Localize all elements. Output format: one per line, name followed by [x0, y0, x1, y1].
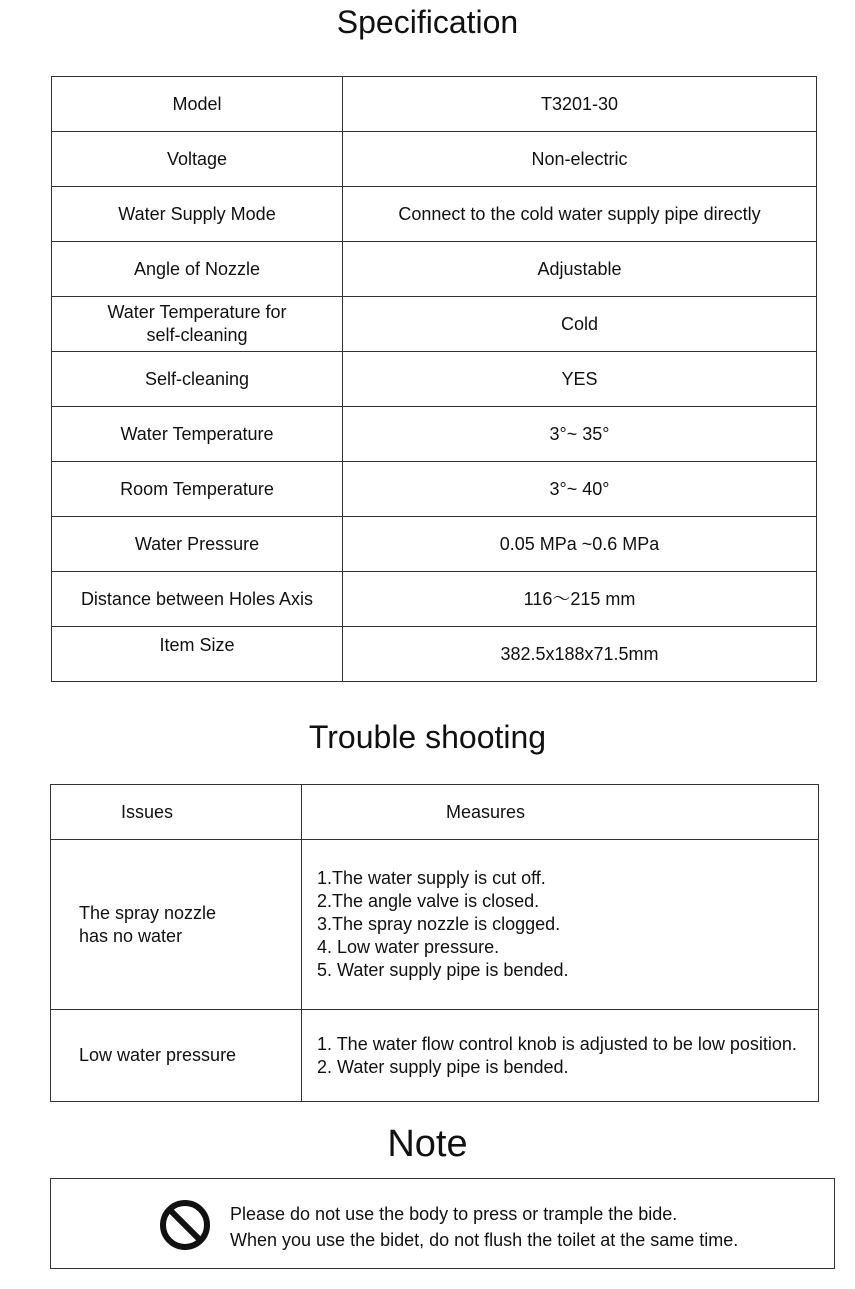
- spec-value: 382.5x188x71.5mm: [343, 627, 817, 682]
- measure-item: 1. The water flow control knob is adjusted to be low position.: [317, 1033, 797, 1054]
- issue-cell: [51, 840, 302, 1010]
- spec-row-model: [52, 77, 817, 132]
- spec-row-water-temperature: [52, 407, 817, 462]
- issue-line: Low water pressure: [79, 1045, 237, 1065]
- measure-item: 4. Low water pressure.: [317, 937, 500, 957]
- spec-row-holes-distance: [52, 572, 817, 627]
- spec-row-self-cleaning-temp: [52, 297, 817, 352]
- issues-header: Issues: [51, 785, 302, 840]
- spec-key: Water Pressure: [52, 517, 343, 572]
- spec-row-room-temperature: [52, 462, 817, 517]
- spec-key: Water Temperature: [52, 407, 343, 462]
- measure-item: 5. Water supply pipe is bended.: [317, 960, 569, 980]
- note-box: [50, 1178, 835, 1269]
- spec-key: Item Size: [52, 627, 343, 682]
- spec-key: Distance between Holes Axis: [52, 572, 343, 627]
- troubleshooting-header-row: [51, 785, 819, 840]
- spec-value: YES: [343, 352, 817, 407]
- spec-row-item-size: [52, 627, 817, 682]
- measure-item: 2. Water supply pipe is bended.: [317, 1056, 569, 1077]
- spec-value: Connect to the cold water supply pipe directly: [343, 187, 817, 242]
- spec-key-line: Water Temperature for: [107, 302, 287, 322]
- measures-cell: [302, 1010, 819, 1102]
- spec-key: Self-cleaning: [52, 352, 343, 407]
- note-line: Please do not use the body to press or trample the bide.: [230, 1204, 678, 1224]
- measure-item: 1.The water supply is cut off.: [317, 868, 546, 888]
- spec-value: Adjustable: [343, 242, 817, 297]
- spec-value: 3°~ 40°: [343, 462, 817, 517]
- spec-value: 3°~ 35°: [343, 407, 817, 462]
- spec-row-water-pressure: [52, 517, 817, 572]
- measure-item: 3.The spray nozzle is clogged.: [317, 914, 561, 934]
- spec-value: Cold: [343, 297, 817, 352]
- table-row: [51, 840, 819, 1010]
- measures-cell: [302, 840, 819, 1010]
- spec-key: [52, 297, 343, 352]
- spec-key-line: self-cleaning: [146, 325, 248, 345]
- prohibited-icon: [159, 1199, 211, 1251]
- spec-row-angle-of-nozzle: [52, 242, 817, 297]
- spec-row-self-cleaning: [52, 352, 817, 407]
- spec-row-water-supply-mode: [52, 187, 817, 242]
- note-text: [230, 1201, 738, 1253]
- spec-key: Water Supply Mode: [52, 187, 343, 242]
- spec-value: 116～215 mm: [343, 572, 817, 627]
- issue-cell: [51, 1010, 302, 1102]
- spec-row-voltage: [52, 132, 817, 187]
- troubleshooting-table: [50, 784, 819, 1102]
- note-title: Note: [387, 1123, 468, 1165]
- note-line: When you use the bidet, do not flush the toilet at the same time.: [230, 1230, 739, 1250]
- spec-key: Model: [52, 77, 343, 132]
- troubleshooting-title: Trouble shooting: [308, 719, 547, 755]
- table-row: [51, 1010, 819, 1102]
- issue-line: The spray nozzle: [79, 902, 217, 923]
- measure-item: 2.The angle valve is closed.: [317, 891, 540, 911]
- spec-key: Voltage: [52, 132, 343, 187]
- specification-title: Specification: [336, 4, 519, 40]
- spec-key: Angle of Nozzle: [52, 242, 343, 297]
- measures-header: Measures: [302, 785, 819, 840]
- spec-key: Room Temperature: [52, 462, 343, 517]
- issue-line: has no water: [79, 925, 183, 946]
- spec-value: 0.05 MPa ~0.6 MPa: [343, 517, 817, 572]
- specification-table: [51, 76, 817, 682]
- spec-value: Non-electric: [343, 132, 817, 187]
- spec-value: T3201-30: [343, 77, 817, 132]
